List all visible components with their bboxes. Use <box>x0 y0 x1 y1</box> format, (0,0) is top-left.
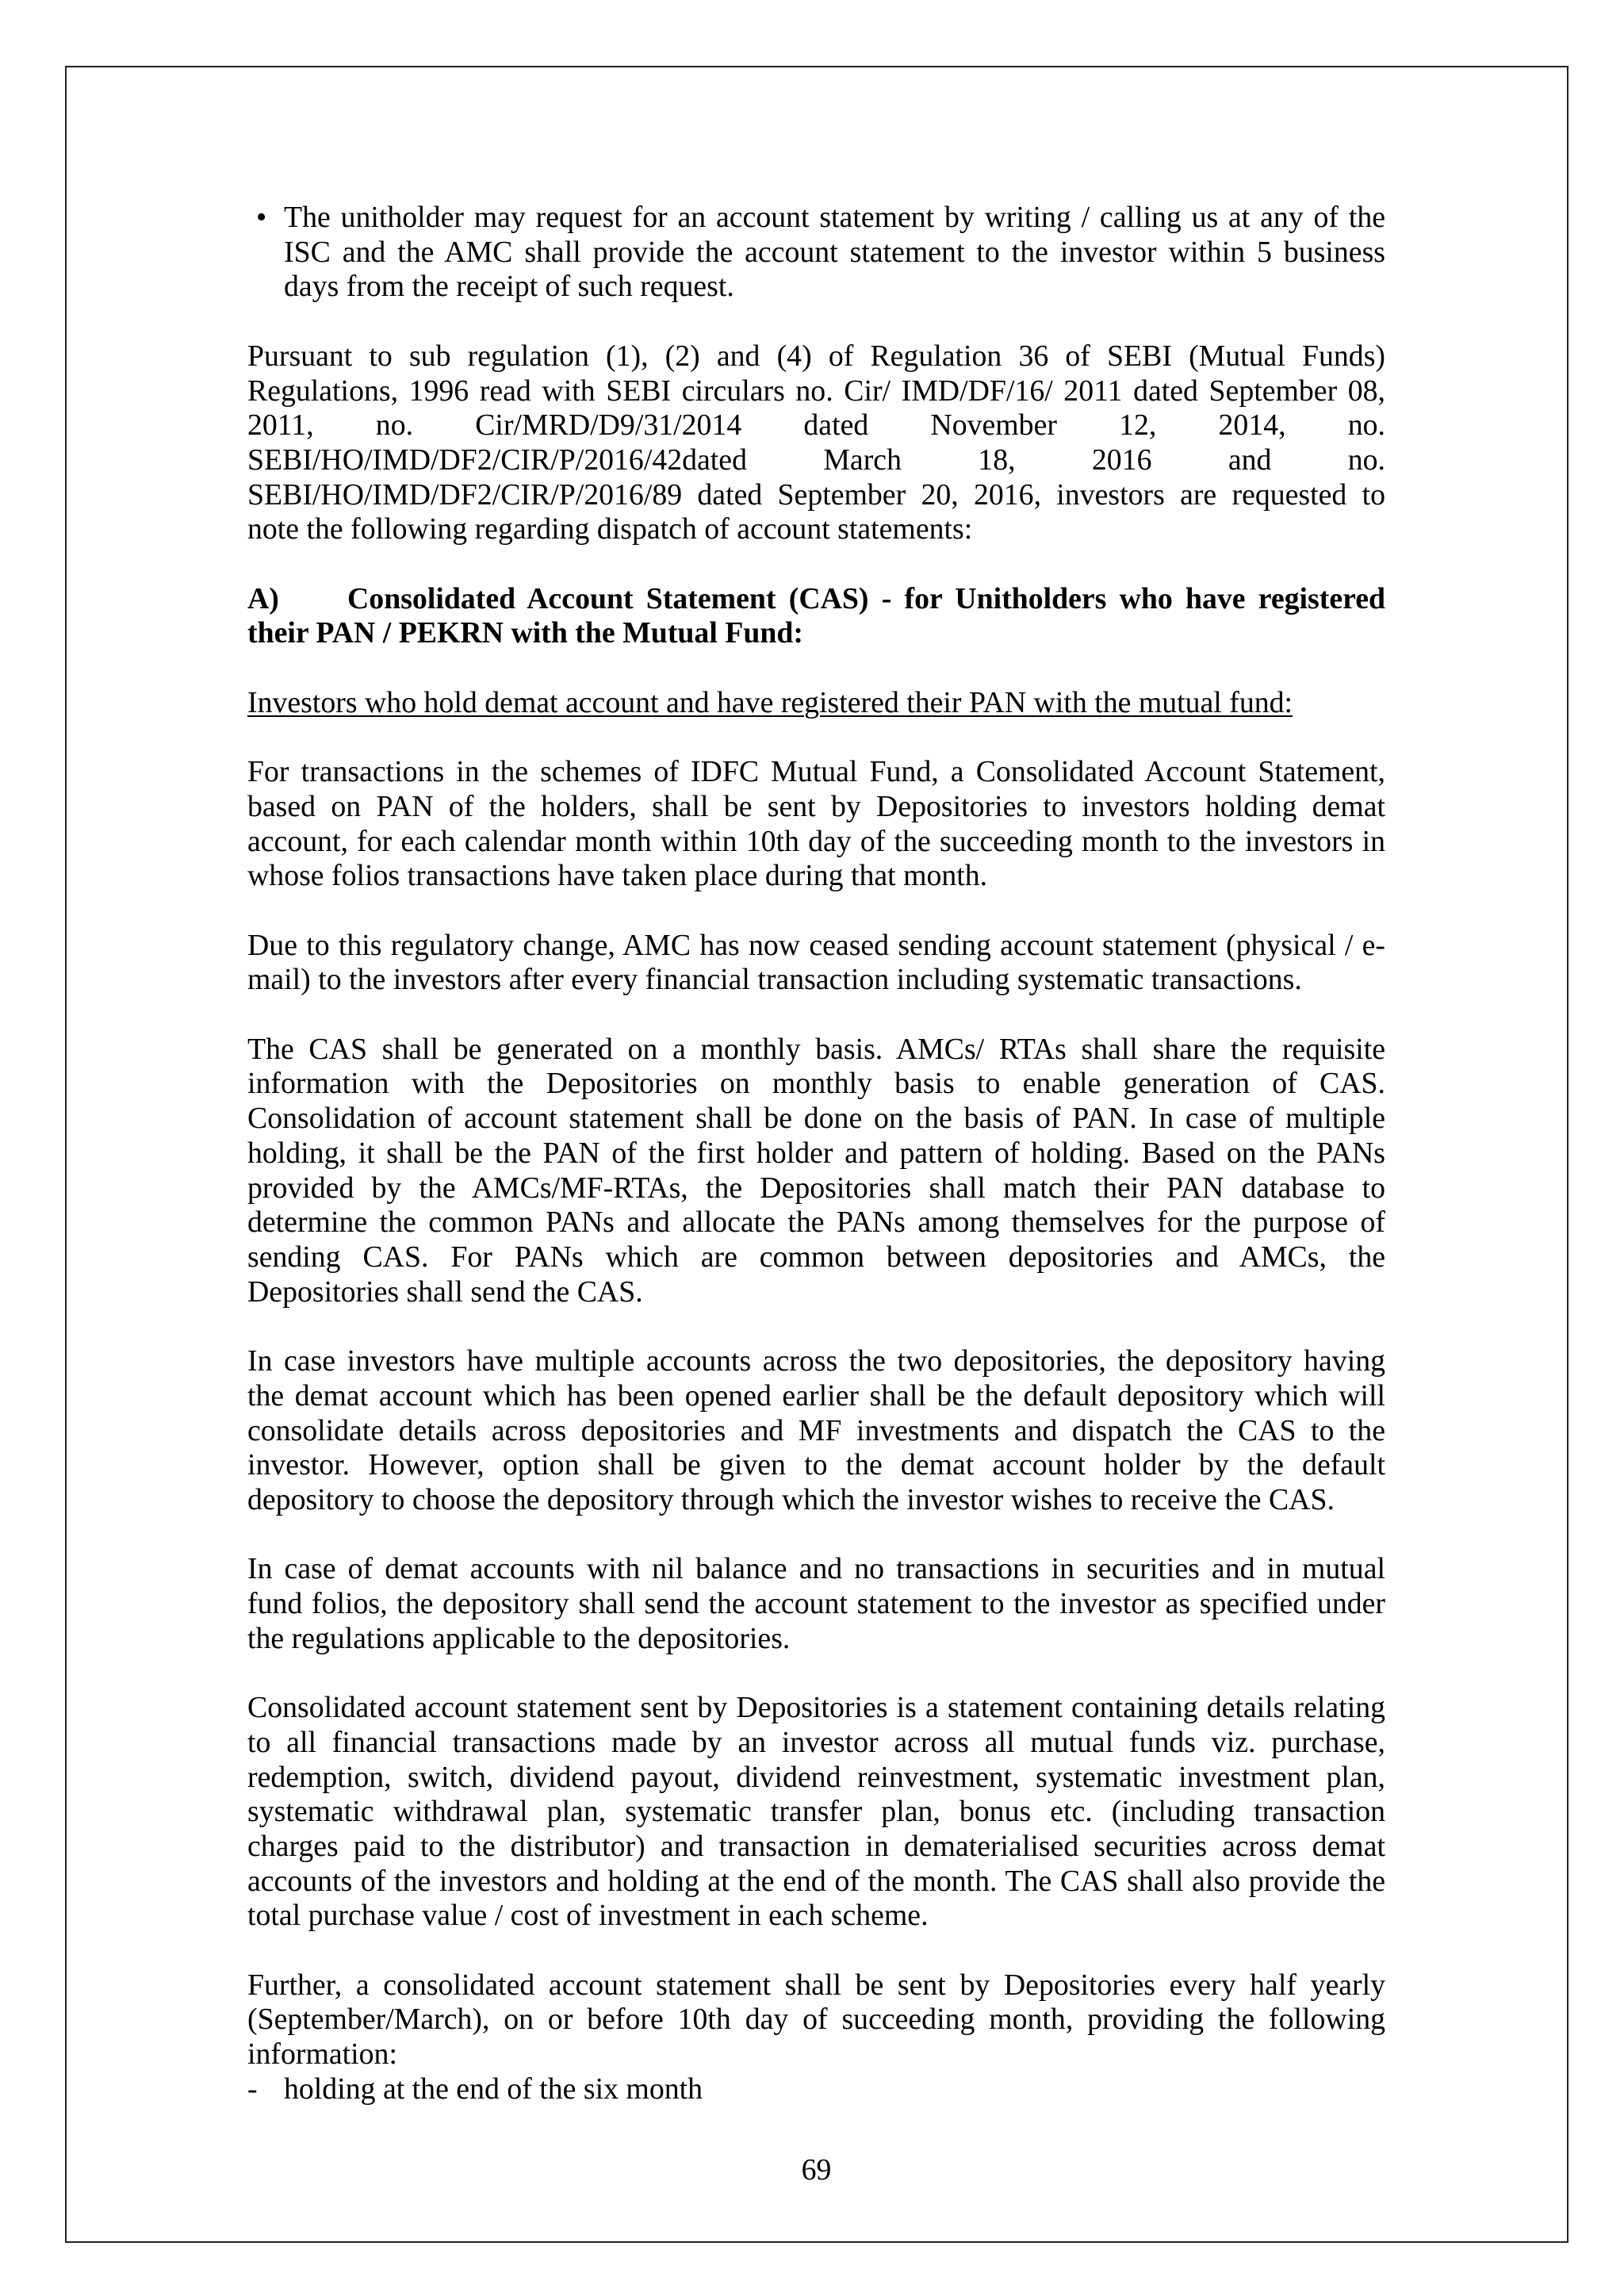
bullet-text-line: The unitholder may request for an account statement by writing / calling us at any of the <box>284 201 1385 234</box>
paragraph-regulation-references <box>247 339 1385 547</box>
dash-list-item <box>247 2072 1385 2107</box>
paragraph-cas-contents <box>247 1691 1385 1934</box>
paragraph-line: SEBI/HO/IMD/DF2/CIR/P/2016/89 dated September 20, 2016, investors are requested to <box>247 477 1385 512</box>
paragraph-line: Pursuant to sub regulation (1), (2) and (4) of Regulation 36 of SEBI (Mutual Funds) <box>247 339 1385 373</box>
paragraph-line: charges paid to the distributor) and transaction in dematerialised securities across demat <box>247 1829 1385 1863</box>
paragraph-line: SEBI/HO/IMD/DF2/CIR/P/2016/42dated March 18, 2016 and no. <box>247 443 1385 477</box>
paragraph-multiple-depositories <box>247 1344 1385 1518</box>
paragraph-line: Consolidation of account statement shall be done on the basis of PAN. In case of multiple <box>247 1102 1385 1136</box>
paragraph-cas-generation <box>247 1033 1385 1310</box>
paragraph-line: Further, a consolidated account statement shall be sent by Depositories every half yearly <box>247 1968 1385 2002</box>
heading-first-line <box>247 582 1385 617</box>
paragraph-line: whose folios transactions have taken place during that month. <box>247 859 988 893</box>
bullet-text-line: ISC and the AMC shall provide the account statement to the investor within 5 business <box>284 235 1385 269</box>
paragraph-line: the regulations applicable to the depositories. <box>247 1621 791 1655</box>
paragraph-line: provided by the AMCs/MF-RTAs, the Depositories shall match their PAN database to <box>247 1171 1385 1205</box>
section-heading-a <box>247 582 1385 651</box>
paragraph-line: consolidate details across depositories and MF investments and dispatch the CAS to the <box>247 1413 1385 1447</box>
paragraph-line: In case investors have multiple accounts across the two depositories, the depository having <box>247 1344 1385 1378</box>
paragraph-line: accounts of the investors and holding at the end of the month. The CAS shall also provide the <box>247 1864 1385 1898</box>
paragraph-line: depository to choose the depository through which the investor wishes to receive the CAS. <box>247 1482 1335 1516</box>
paragraph-line: systematic withdrawal plan, systematic transfer plan, bonus etc. (including transaction <box>247 1795 1385 1829</box>
page-number: 69 <box>801 2153 832 2187</box>
paragraph-line: to all financial transactions made by an investor across all mutual funds viz. purchase, <box>247 1725 1385 1759</box>
paragraph-line: The CAS shall be generated on a monthly basis. AMCs/ RTAs shall share the requisite <box>247 1032 1385 1066</box>
paragraph-cas-by-depositories <box>247 755 1385 894</box>
paragraph-line: Depositories shall send the CAS. <box>247 1274 643 1309</box>
paragraph-line: For transactions in the schemes of IDFC Mutual Fund, a Consolidated Account Statement, <box>247 755 1385 789</box>
paragraph-line: the demat account which has been opened earlier shall be the default depository which will <box>247 1378 1385 1412</box>
paragraph-line: investor. However, option shall be given to the demat account holder by the default <box>247 1448 1385 1482</box>
subheading-text: Investors who hold demat account and have registered their PAN with the mutual fund: <box>247 685 1293 719</box>
paragraph-line: information with the Depositories on monthly basis to enable generation of CAS. <box>247 1067 1385 1101</box>
paragraph-line: total purchase value / cost of investment in each scheme. <box>247 1899 929 1933</box>
subheading-demat-investors <box>247 686 1385 721</box>
heading-line: their PAN / PEKRN with the Mutual Fund: <box>247 616 804 650</box>
paragraph-line: 2011, no. Cir/MRD/D9/31/2014 dated November 12, 2014, no. <box>247 408 1385 443</box>
paragraph-line: Consolidated account statement sent by Depositories is a statement containing details relating <box>247 1691 1385 1725</box>
paragraph-line: (September/March), on or before 10th day of succeeding month, providing the following <box>247 2003 1385 2037</box>
document-body <box>247 201 1385 2107</box>
paragraph-line: holding, it shall be the PAN of the first holder and pattern of holding. Based on the PANs <box>247 1136 1385 1170</box>
bullet-marker: • <box>256 201 267 234</box>
dash-marker: - <box>247 2072 258 2106</box>
heading-label: A) <box>247 581 279 615</box>
bullet-text-line: days from the receipt of such request. <box>284 270 734 304</box>
paragraph-line: determine the common PANs and allocate the PANs among themselves for the purpose of <box>247 1205 1385 1240</box>
dash-item-text: holding at the end of the six month <box>284 2072 703 2106</box>
paragraph-line: information: <box>247 2037 397 2072</box>
paragraph-line: sending CAS. For PANs which are common between depositories and AMCs, the <box>247 1240 1385 1274</box>
paragraph-line: Regulations, 1996 read with SEBI circulars no. Cir/ IMD/DF/16/ 2011 dated September 08, <box>247 374 1385 408</box>
paragraph-regulatory-change <box>247 929 1385 998</box>
paragraph-line: In case of demat accounts with nil balance and no transactions in securities and in mutual <box>247 1552 1385 1586</box>
paragraph-half-yearly-cas <box>247 1968 1385 2072</box>
paragraph-line: mail) to the investors after every financial transaction including systematic transactions. <box>247 963 1302 997</box>
bullet-list-item <box>247 201 1385 305</box>
paragraph-line: note the following regarding dispatch of account statements: <box>247 512 973 546</box>
paragraph-line: fund folios, the depository shall send the account statement to the investor as specified under <box>247 1587 1385 1620</box>
paragraph-line: Due to this regulatory change, AMC has now ceased sending account statement (physical / e- <box>247 928 1385 962</box>
paragraph-line: redemption, switch, dividend payout, dividend reinvestment, systematic investment plan, <box>247 1760 1385 1794</box>
paragraph-line: based on PAN of the holders, shall be sent by Depositories to investors holding demat <box>247 789 1385 823</box>
heading-text: Consolidated Account Statement (CAS) - for Unitholders who have registered <box>347 581 1385 615</box>
paragraph-line: account, for each calendar month within 10th day of the succeeding month to the investors in <box>247 824 1385 858</box>
paragraph-nil-balance <box>247 1552 1385 1656</box>
